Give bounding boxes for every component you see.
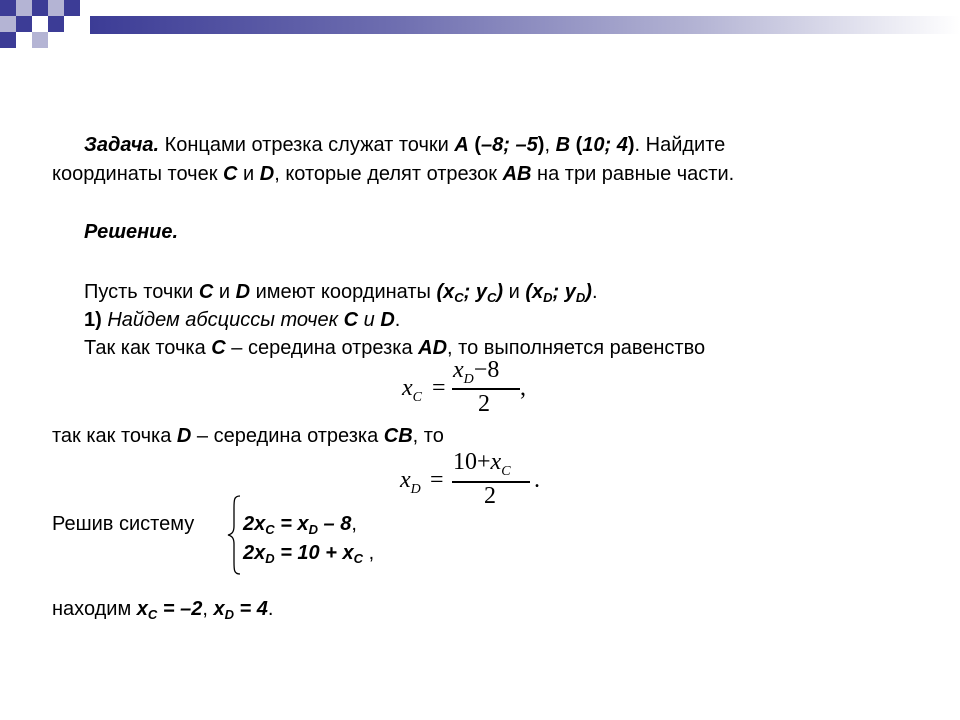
deco-square — [0, 0, 16, 16]
text: и — [213, 281, 236, 303]
text: Пусть точки — [84, 281, 199, 303]
system-eq-2: $2x_D = 10 + x_C$ , — [243, 542, 375, 566]
point-d: D — [380, 309, 395, 331]
text: и — [237, 163, 260, 185]
text: . — [394, 309, 401, 331]
header-decoration — [0, 0, 960, 50]
system-eq-1: $2x_C = x_D - 8$, — [243, 513, 357, 537]
text: Найдем абсциссы точек — [101, 309, 344, 331]
text: , то выполняется равенство — [447, 337, 706, 359]
deco-square — [16, 16, 32, 32]
text: . — [591, 281, 598, 303]
point-c: C — [223, 163, 238, 185]
text: , — [202, 598, 214, 620]
deco-square — [48, 16, 64, 32]
text: так как точка — [52, 425, 177, 447]
text: имеют координаты — [250, 281, 437, 303]
deco-square — [48, 0, 64, 16]
coords-c: ($x_C$; $y_C$) — [436, 281, 504, 305]
text: координаты точек — [52, 163, 224, 185]
text: – середина отрезка — [191, 425, 384, 447]
deco-square — [32, 32, 48, 48]
solution-label: Решение. — [84, 221, 179, 243]
result-xc: $x_C = -2$ — [136, 598, 203, 622]
text: . — [267, 598, 274, 620]
coords-d: ($x_D$; $y_D$) — [525, 281, 592, 305]
text: – середина отрезка — [225, 337, 419, 359]
text: . Найдите — [634, 134, 726, 156]
text: и — [503, 281, 526, 303]
point-d: D — [176, 425, 192, 447]
point-d: D — [235, 281, 251, 303]
text: , — [544, 134, 556, 156]
point-b: B — [555, 134, 571, 156]
deco-square — [64, 0, 80, 16]
point-a: A — [454, 134, 469, 156]
segment-ab: AB — [502, 163, 532, 185]
point-d: D — [259, 163, 275, 185]
deco-square — [16, 0, 32, 16]
task-line-2 — [52, 162, 734, 186]
header-gradient-bar — [90, 16, 960, 34]
task-label: Задача. — [84, 134, 160, 156]
task-line-1: Задача. Концами отрезка служат точки A (–8; –5), B (10; 4). Найдите — [84, 134, 726, 156]
system-brace-icon — [226, 494, 242, 576]
segment-ad: AD — [418, 337, 448, 359]
step-number: 1) — [84, 309, 102, 331]
system-label: Решив систему — [52, 513, 195, 535]
result-line — [52, 597, 273, 621]
text: и — [358, 309, 381, 331]
deco-square — [0, 32, 16, 48]
text: на три равные части. — [531, 163, 735, 185]
step-1 — [84, 308, 400, 332]
result-xd: $x_D = 4$ — [213, 598, 268, 622]
text: Так как точка — [84, 337, 212, 359]
text: , которые делят отрезок — [274, 163, 503, 185]
let-line — [84, 280, 598, 304]
point-c: C — [198, 281, 214, 303]
point-c: C — [211, 337, 226, 359]
text: Концами отрезка служат точки — [159, 134, 455, 156]
since-line-2 — [52, 424, 444, 448]
since-line-1 — [84, 336, 705, 360]
deco-square — [32, 0, 48, 16]
text: находим — [52, 598, 137, 620]
text: , то — [412, 425, 444, 447]
deco-square — [0, 16, 16, 32]
point-c: C — [343, 309, 359, 331]
segment-cb: CB — [383, 425, 413, 447]
